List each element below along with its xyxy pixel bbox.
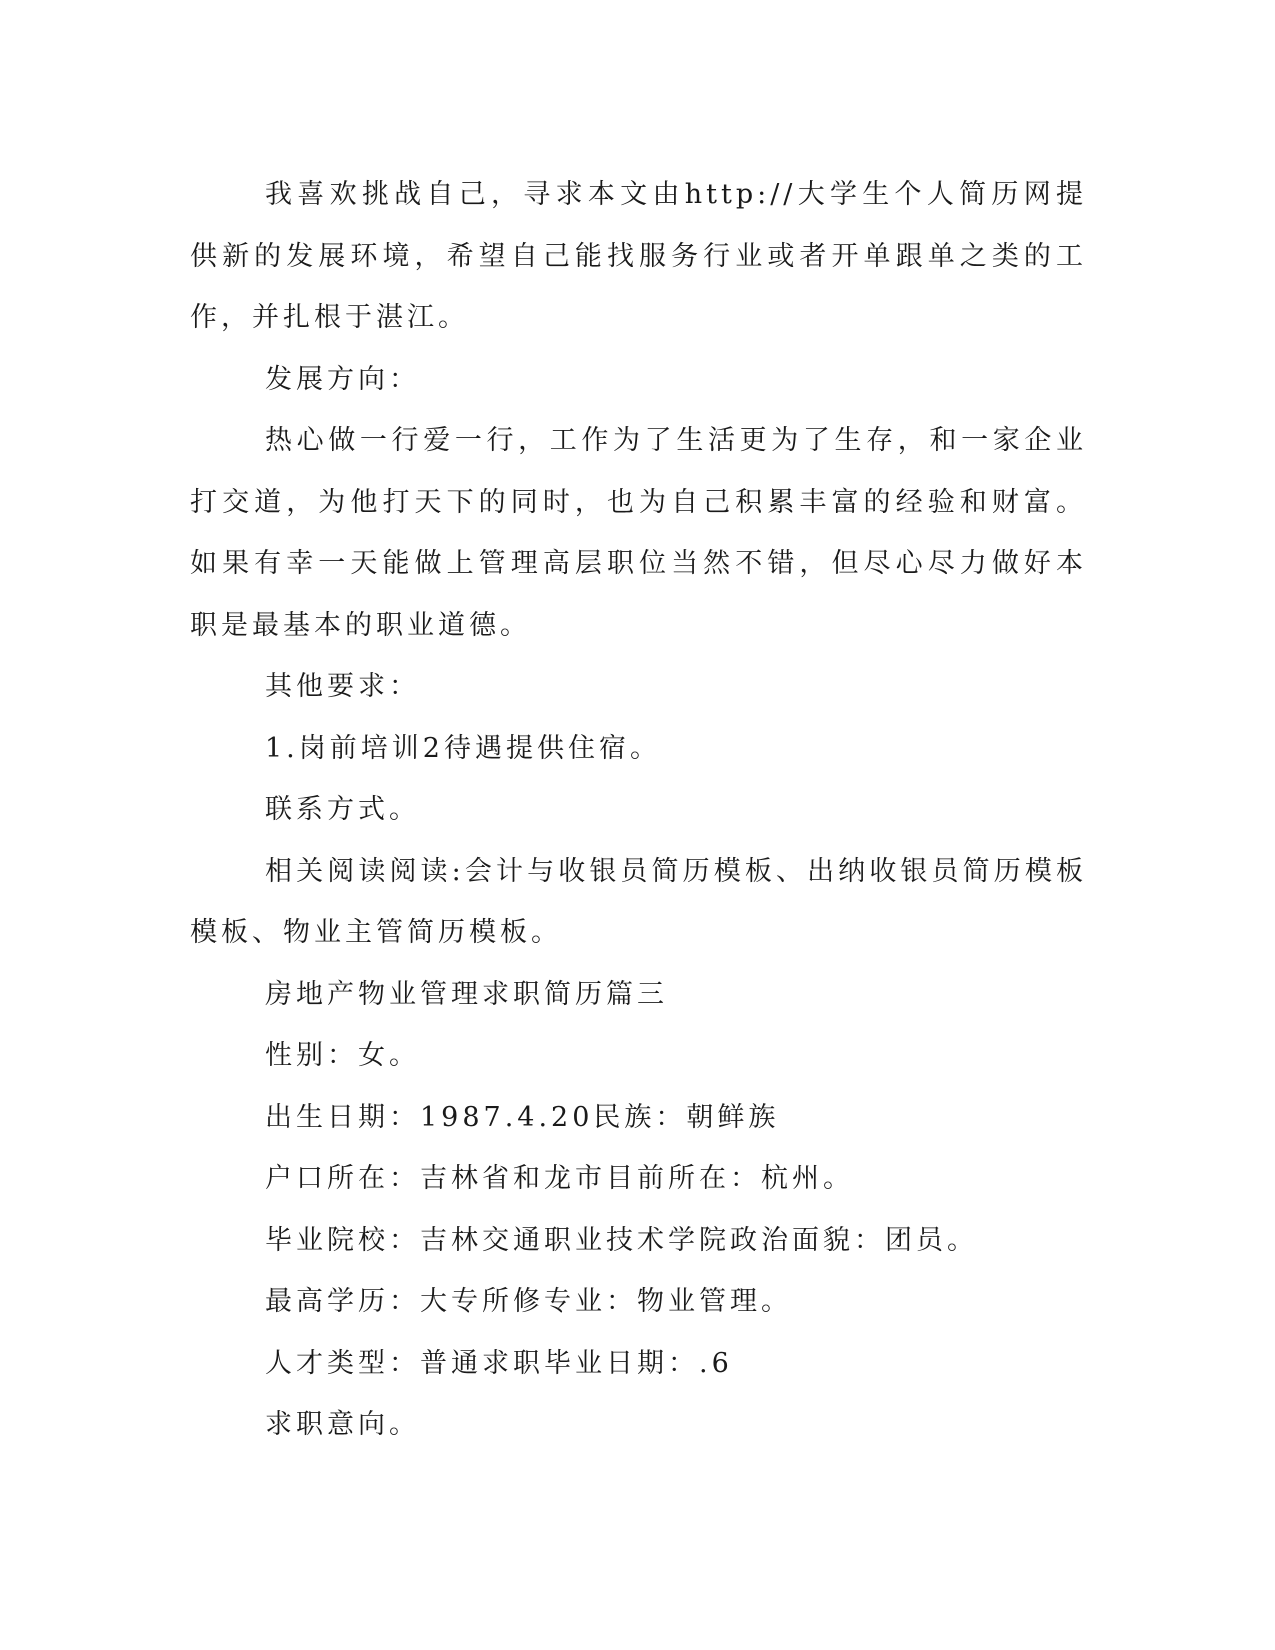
heading-contact: 联系方式。	[265, 794, 420, 825]
paragraph-requirements: 1.岗前培训2待遇提供住宿。	[265, 732, 661, 764]
heading-job-intention: 求职意向。	[265, 1409, 420, 1440]
field-talent-type: 人才类型：普通求职毕业日期：.6	[265, 1347, 733, 1379]
document-body	[190, 164, 1087, 1456]
heading-other-requirements: 其他要求：	[265, 671, 420, 702]
field-education: 最高学历：大专所修专业：物业管理。	[265, 1286, 792, 1317]
field-school: 毕业院校：吉林交通职业技术学院政治面貌：团员。	[265, 1224, 978, 1256]
paragraph-intro: 我喜欢挑战自己，寻求本文由http://大学生个人简历网提供新的发展环境，希望自己能找服务行业或者开单跟单之类的工作，并扎根于湛江。	[190, 179, 1087, 333]
section-title: 房地产物业管理求职简历篇三	[265, 978, 668, 1010]
paragraph-related-reading: 相关阅读阅读:会计与收银员简历模板、出纳收银员简历模板模板、物业主管简历模板。	[190, 855, 1087, 948]
heading-development-direction: 发展方向：	[265, 363, 420, 395]
field-residence: 户口所在：吉林省和龙市目前所在：杭州。	[265, 1163, 854, 1194]
field-birth-ethnicity: 出生日期：1987.4.20民族：朝鲜族	[265, 1101, 780, 1133]
field-gender: 性别：女。	[265, 1040, 420, 1071]
paragraph-development: 热心做一行爱一行，工作为了生活更为了生存，和一家企业打交道，为他打天下的同时，也为自己积累丰富的经验和财富。如果有幸一天能做上管理高层职位当然不错，但尽心尽力做好本职是最基本的职业道德。	[190, 425, 1087, 641]
